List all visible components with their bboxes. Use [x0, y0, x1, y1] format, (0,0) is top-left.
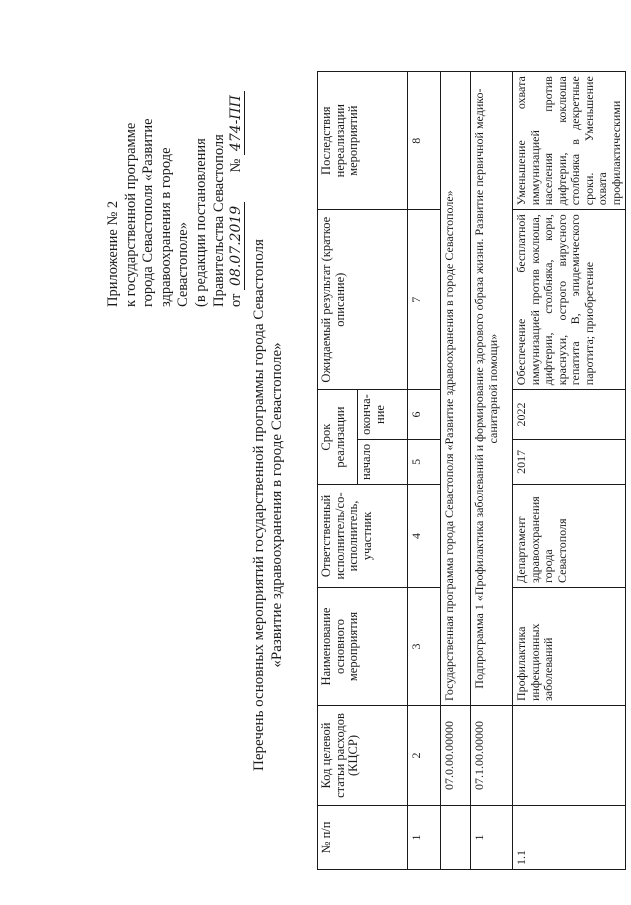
document-title — [250, 195, 286, 815]
program-title: Государственная программа города Севастополя «Развитие здравоохранения в городе Севастополе» — [441, 72, 471, 706]
header-row — [318, 72, 358, 870]
row-number: 1.1 — [513, 806, 626, 870]
appendix-line: (в редакции постановления — [192, 138, 209, 307]
appendix-line: Севастополе» — [175, 222, 192, 307]
table-row — [513, 72, 626, 870]
appendix-line: здравоохранения в городе — [157, 147, 174, 307]
appendix-line: города Севастополя «Развитие — [140, 118, 157, 307]
appendix-line: Правительства Севастополя — [210, 134, 227, 307]
column-number: 1 — [408, 806, 441, 870]
column-number: 2 — [408, 706, 441, 806]
appendix-line: к государственной программе — [122, 122, 139, 307]
measure-name: Профилактика инфекционных заболеваний — [513, 588, 626, 706]
column-number: 7 — [408, 210, 441, 390]
number-label: № — [228, 158, 245, 173]
handwritten-number: 474-ПП — [228, 91, 245, 155]
title-line: «Развитие здравоохранения в городе Севастополе» — [269, 342, 285, 668]
column-number: 4 — [408, 485, 441, 588]
expected-result: Обеспечение бесплатной иммунизацией против коклюша, дифтерии, столбняка, кори, краснухи, острого вирусного гепатита В, эпидемического паротита; приобретение — [513, 210, 626, 390]
header-cell: Последствия нереализации мероприятий — [318, 72, 408, 210]
row-code: 07.1.00.00000 — [471, 706, 513, 806]
program-row — [441, 72, 471, 870]
appendix-line: Приложение № 2 — [105, 200, 121, 307]
header-cell: начало — [358, 439, 408, 484]
measures-table — [317, 71, 626, 870]
subprogram-row — [471, 72, 513, 870]
title-line: Перечень основных мероприятий государственной программы города Севастополя — [251, 239, 267, 771]
handwritten-date: 08.07.2019 — [228, 202, 245, 290]
row-number — [441, 806, 471, 870]
start-year: 2017 — [513, 439, 626, 484]
column-number: 5 — [408, 439, 441, 484]
appendix-date-line — [228, 27, 246, 307]
from-label: от — [228, 293, 245, 307]
header-cell: Код целевой статьи расходов (КЦСР) — [318, 706, 408, 806]
responsible-executor: Департамент здравоохранения города Севастополя — [513, 485, 626, 588]
appendix-block — [105, 27, 246, 307]
header-cell: № п/п — [318, 806, 408, 870]
row-code — [513, 706, 626, 806]
header-cell: Срок реализации — [318, 390, 358, 485]
header-cell: Ответственный исполнитель/со-исполнитель, участник — [318, 485, 408, 588]
header-cell: Наименование основного мероприятия — [318, 588, 408, 706]
consequences: Уменьшение охвата иммунизацией населения против дифтерии, коклюша столбняка в декретные сроки. Уменьшение охвата профилактическими — [513, 72, 626, 210]
row-number: 1 — [471, 806, 513, 870]
end-year: 2022 — [513, 390, 626, 440]
header-cell: оконча-ние — [358, 390, 408, 440]
column-number: 6 — [408, 390, 441, 440]
column-number-row — [408, 72, 441, 870]
column-number: 3 — [408, 588, 441, 706]
subprogram-title: Подпрограмма 1 «Профилактика заболеваний и формирование здорового образа жизни. Развитие первичной медико-санитарной помощи» — [471, 72, 513, 706]
header-cell: Ожидаемый результат (краткое описание) — [318, 210, 408, 390]
column-number: 8 — [408, 72, 441, 210]
row-code: 07.0.00.00000 — [441, 706, 471, 806]
